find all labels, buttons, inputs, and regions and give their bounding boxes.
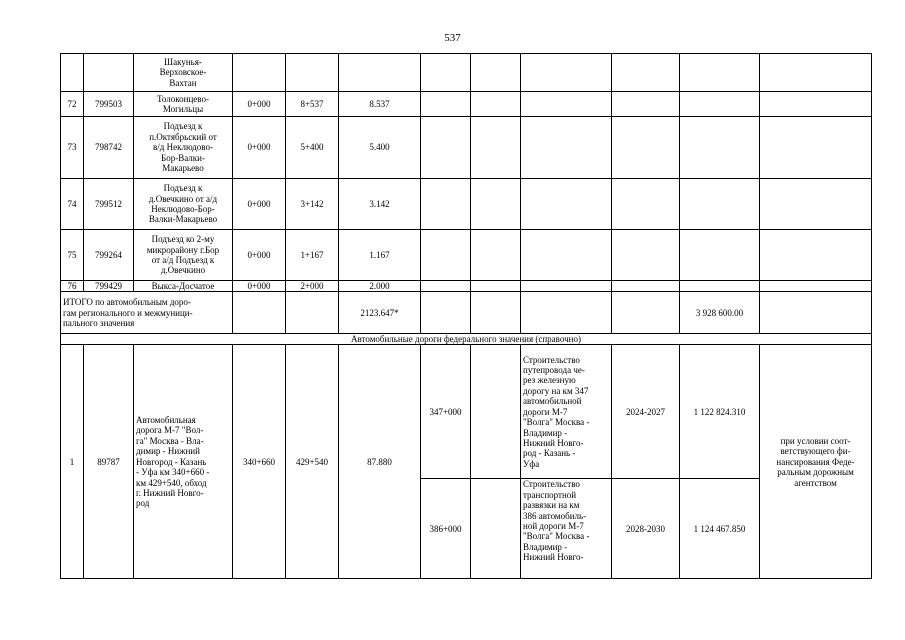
row-number: 73 <box>61 117 84 179</box>
road-name: Шакунья- Верховское- Вахтан <box>134 54 233 92</box>
project-cost: 1 124 467.850 <box>680 479 760 579</box>
federal-start: 340+660 <box>233 345 286 579</box>
table-row <box>61 281 872 292</box>
end-km <box>286 54 339 92</box>
page-number: 537 <box>444 32 461 44</box>
road-name: Толоконцево- Могильцы <box>134 92 233 117</box>
federal-end: 429+540 <box>286 345 339 579</box>
end-km: 5+400 <box>286 117 339 179</box>
section-title: Автомобильные дороги федерального значения (справочно) <box>61 334 872 345</box>
road-code: 799503 <box>84 92 134 117</box>
road-name: Выкса-Досчатое <box>134 281 233 292</box>
roads-table <box>60 53 872 579</box>
row-number <box>61 54 84 92</box>
regional-rows <box>61 54 872 292</box>
road-length: 8.537 <box>339 92 421 117</box>
total-row <box>61 292 872 334</box>
road-length: 1.167 <box>339 230 421 281</box>
total-length: 2123.647* <box>339 292 421 334</box>
start-km: 0+000 <box>233 92 286 117</box>
project-years: 2024-2027 <box>612 345 680 479</box>
federal-name: Автомобильная дорога М-7 "Вол- га" Москва - Вла- димир - Нижний Новгород - Казань - Уфа км 340+660 - км 429+540, обход г. Нижний Новго- род <box>134 345 233 579</box>
table-row <box>61 92 872 117</box>
table-row <box>61 230 872 281</box>
row-number: 74 <box>61 179 84 230</box>
end-km: 1+167 <box>286 230 339 281</box>
road-code: 799429 <box>84 281 134 292</box>
road-length: 5.400 <box>339 117 421 179</box>
project-km: 386+000 <box>421 479 471 579</box>
federal-note: при условии соот- ветствующего фи- нансирования Феде- ральным дорожным агентством <box>760 345 872 579</box>
road-name: Подъезд к п.Октябрьский от в/д Неклюдово- Бор-Валки- Макарьево <box>134 117 233 179</box>
start-km <box>233 54 286 92</box>
total-cost: 3 928 600.00 <box>680 292 760 334</box>
row-number: 75 <box>61 230 84 281</box>
section-header-row <box>61 334 872 345</box>
row-number: 76 <box>61 281 84 292</box>
road-code: 798742 <box>84 117 134 179</box>
end-km: 2+000 <box>286 281 339 292</box>
road-code: 799264 <box>84 230 134 281</box>
federal-row-1 <box>61 345 872 479</box>
end-km: 3+142 <box>286 179 339 230</box>
road-name: Подъезд ко 2-му микрорайону г.Бор от а/д Подъезд к д.Овечкино <box>134 230 233 281</box>
project-years: 2028-2030 <box>612 479 680 579</box>
road-code: 799512 <box>84 179 134 230</box>
federal-number: 1 <box>61 345 84 579</box>
start-km: 0+000 <box>233 230 286 281</box>
project-cost: 1 122 824.310 <box>680 345 760 479</box>
project-km: 347+000 <box>421 345 471 479</box>
road-length: 2.000 <box>339 281 421 292</box>
table-row <box>61 179 872 230</box>
road-length: 3.142 <box>339 179 421 230</box>
end-km: 8+537 <box>286 92 339 117</box>
start-km: 0+000 <box>233 179 286 230</box>
road-length <box>339 54 421 92</box>
total-label: ИТОГО по автомобильным доро- гам регионального и межмуници- пального значения <box>61 292 233 334</box>
federal-code: 89787 <box>84 345 134 579</box>
start-km: 0+000 <box>233 117 286 179</box>
table-row <box>61 54 872 92</box>
start-km: 0+000 <box>233 281 286 292</box>
table-row <box>61 117 872 179</box>
federal-length: 87.880 <box>339 345 421 579</box>
road-name: Подъезд к д.Овечкино от а/д Неклюдово-Бор- Валки-Макарьево <box>134 179 233 230</box>
project-desc: Строительство транспортной развязки на км 386 автомобиль- ной дороги М-7 "Волга" Москва - Владимир - Нижний Новго- <box>521 479 612 579</box>
row-number: 72 <box>61 92 84 117</box>
project-desc: Строительство путепровода че- рез железную дорогу на км 347 автомобильной дороги М-7 "Волга" Москва - Владимир - Нижний Новго- род - Казань - Уфа <box>521 345 612 479</box>
road-code <box>84 54 134 92</box>
